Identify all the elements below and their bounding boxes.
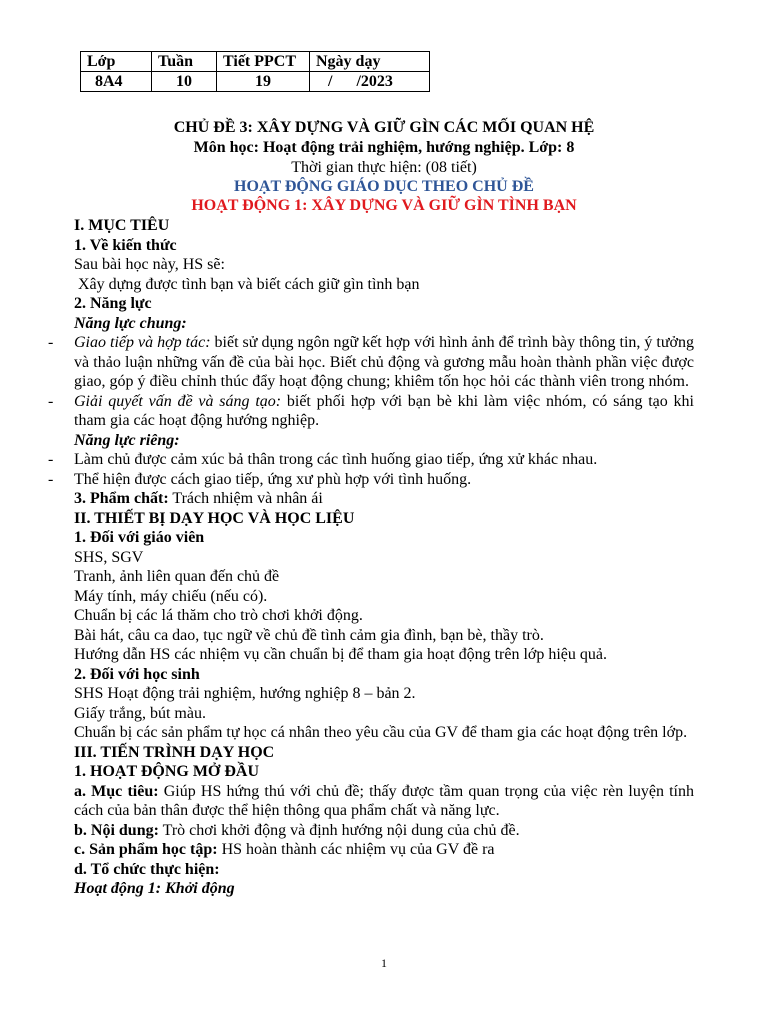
value-date: / /2023 — [310, 72, 430, 92]
product-text: HS hoàn thành các nhiệm vụ của GV đề ra — [217, 841, 495, 858]
teacher-item: SHS, SGV — [74, 548, 144, 566]
general-item — [48, 333, 695, 392]
section-1-title: I. MỤC TIÊU — [74, 217, 170, 234]
knowledge-intro: Sau bài học này, HS sẽ: — [74, 256, 225, 273]
specific-item — [48, 470, 694, 490]
specific-item-text: Làm chủ được cảm xúc bả thân trong các tình huống giao tiếp, ứng xử khác nhau. — [74, 451, 598, 468]
general-item-text: biết sử dụng ngôn ngữ kết hợp với hình ảnh để trình bày thông tin, ý tưởng và thảo luận những vấn đề của bài học. Biết chủ động và gương mẫu hoàn thành phần việc được giao, góp ý điều chỉnh thúc đẩy hoạt động chung; khiêm tốn học hỏi các thành viên trong nhóm. — [74, 334, 695, 390]
specific-item — [48, 450, 694, 470]
header-date: Ngày dạy — [310, 52, 430, 72]
value-week: 10 — [152, 72, 217, 92]
value-class: 8A4 — [81, 72, 152, 92]
info-value-row — [81, 72, 430, 92]
student-item: SHS Hoạt động trải nghiệm, hướng nghiệp 8 – bản 2. — [74, 685, 416, 702]
subject-line: Môn học: Hoạt động trải nghiệm, hướng nghiệp. Lớp: 8 — [193, 139, 575, 156]
bullet-dash: - — [48, 470, 54, 488]
content-label: b. Nội dung: — [74, 821, 159, 839]
specific-competence-title: Năng lực riêng: — [74, 431, 180, 449]
quality-text: Trách nhiệm và nhân ái — [168, 490, 323, 507]
document-body — [48, 216, 695, 899]
section-2-title: II. THIẾT BỊ DẠY HỌC VÀ HỌC LIỆU — [74, 509, 355, 527]
goal-text: Giúp HS hứng thú với chủ đề; thấy được tầm quan trọng của việc rèn luyện tính cách của bản thân được thể hiện thông qua phẩm chất và năng lực. — [74, 782, 695, 819]
product-line — [74, 840, 694, 860]
specific-item-text: Thể hiện được cách giao tiếp, ứng xư phù hợp với tình huống. — [74, 470, 472, 488]
teacher-item: Tranh, ảnh liên quan đến chủ đề — [74, 568, 280, 585]
topic-title: CHỦ ĐỀ 3: XÂY DỰNG VÀ GIỮ GÌN CÁC MỐI QUAN HỆ — [173, 119, 595, 136]
general-competence-title: Năng lực chung: — [74, 314, 187, 332]
header-period: Tiết PPCT — [217, 52, 310, 72]
competence-title: 2. Năng lực — [74, 295, 152, 312]
quality-label: 3. Phẩm chất: — [74, 490, 169, 507]
teacher-item: Máy tính, máy chiếu (nếu có). — [74, 587, 268, 605]
student-title: 2. Đối với học sinh — [74, 665, 200, 683]
activity-title: HOẠT ĐỘNG 1: XÂY DỰNG VÀ GIỮ GÌN TÌNH BẠN — [191, 197, 577, 214]
teacher-item: Hướng dẫn HS các nhiệm vụ cần chuẩn bị để tham gia hoạt động trên lớp hiệu quả. — [74, 646, 608, 663]
student-item: Giấy trắng, bút màu. — [74, 704, 206, 722]
value-period: 19 — [217, 72, 310, 92]
duration-line: Thời gian thực hiện: (08 tiết) — [291, 159, 477, 176]
activity-group-title: HOẠT ĐỘNG GIÁO DỤC THEO CHỦ ĐỀ — [234, 178, 534, 195]
knowledge-title: 1. Về kiến thức — [74, 236, 177, 254]
teacher-title: 1. Đối với giáo viên — [74, 529, 205, 546]
goal-line — [74, 782, 694, 821]
content-text: Trò chơi khởi động và định hướng nội dung của chủ đề. — [158, 821, 520, 839]
bullet-dash: - — [48, 392, 54, 410]
quality-line — [74, 489, 694, 509]
warmup-activity-label: Hoạt động 1: Khởi động — [74, 880, 235, 897]
goal-label: a. Mục tiêu: — [74, 782, 159, 800]
content-line — [74, 821, 694, 841]
student-item: Chuẩn bị các sản phẩm tự học cá nhân theo yêu cầu của GV để tham gia các hoạt động trên lớp. — [74, 724, 688, 741]
page-number: 1 — [381, 956, 387, 970]
lesson-info-table — [80, 51, 430, 92]
opening-activity-title: 1. HOẠT ĐỘNG MỞ ĐẦU — [74, 763, 260, 780]
section-3-title: III. TIẾN TRÌNH DẠY HỌC — [74, 743, 275, 761]
teacher-item: Chuẩn bị các lá thăm cho trò chơi khởi động. — [74, 607, 363, 624]
organization-label: d. Tổ chức thực hiện: — [74, 860, 220, 878]
bullet-dash: - — [48, 451, 54, 468]
general-item-label: Giao tiếp và hợp tác: — [74, 334, 211, 351]
header-week: Tuần — [152, 52, 217, 72]
general-item-text: biết phối hợp với bạn bè khi làm việc nhóm, có sáng tạo khi tham gia các hoạt động hướng nghiệp. — [74, 392, 694, 429]
bullet-dash: - — [48, 334, 54, 351]
product-label: c. Sản phẩm học tập: — [74, 841, 218, 858]
knowledge-item: Xây dựng được tình bạn và biết cách giữ gìn tình bạn — [74, 275, 420, 293]
general-item — [48, 392, 694, 431]
header-class: Lớp — [81, 52, 152, 72]
teacher-item: Bài hát, câu ca dao, tục ngữ về chủ đề tình cảm gia đình, bạn bè, thầy trò. — [74, 626, 544, 644]
info-header-row — [81, 52, 430, 72]
general-item-label: Giải quyết vấn đề và sáng tạo: — [74, 392, 282, 410]
